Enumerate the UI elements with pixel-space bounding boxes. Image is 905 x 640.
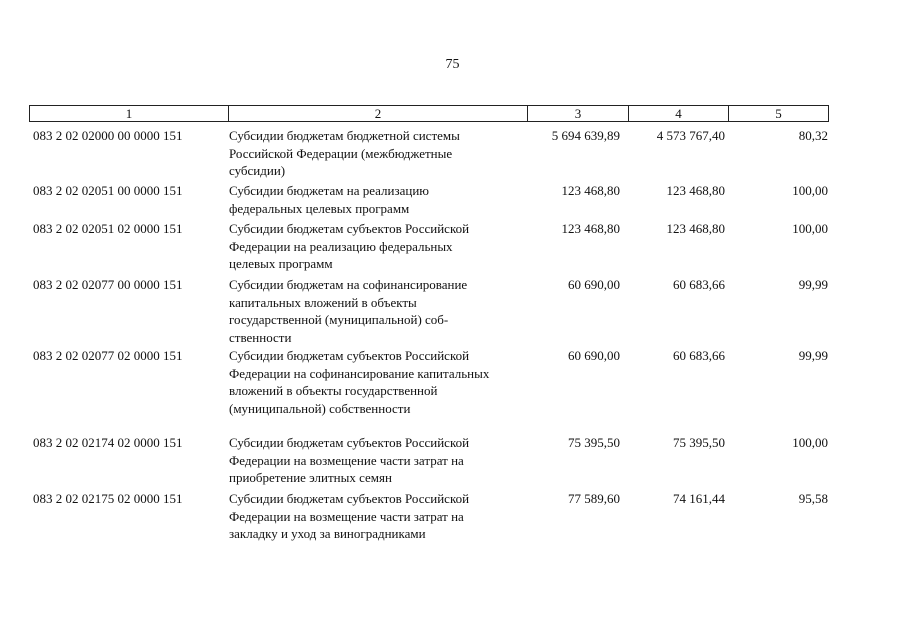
row-code: 083 2 02 02051 00 0000 151 <box>33 183 183 198</box>
row-name-line: Субсидии бюджетам субъектов Российской <box>229 221 470 236</box>
row-value-col-3: 60 690,00 <box>568 348 620 363</box>
header-col-1: 1 <box>125 106 133 121</box>
row-name-line: Федерации на возмещение части затрат на <box>229 508 464 524</box>
row-value-col-3: 60 690,00 <box>568 277 620 292</box>
row-name-line: федеральных целевых программ <box>229 200 410 216</box>
row-value-col-5: 99,99 <box>798 277 828 292</box>
row-name-line: Субсидии бюджетам субъектов Российской <box>229 348 470 363</box>
row-name-line: Федерации на возмещение части затрат на <box>229 452 464 468</box>
header-col-4: 4 <box>628 106 728 121</box>
row-value-col-4: 75 395,50 <box>673 435 725 450</box>
row-name-line: государственной (муниципальной) соб- <box>229 312 449 327</box>
row-value-col-5: 99,99 <box>798 348 828 363</box>
row-value-col-4: 4 573 767,40 <box>656 128 725 143</box>
table-header <box>29 105 829 122</box>
row-code: 083 2 02 02174 02 0000 151 <box>33 435 183 450</box>
row-code: 083 2 02 02077 02 0000 151 <box>33 348 183 363</box>
row-name-line: Федерации на софинансирование капитальных <box>229 365 490 381</box>
header-col-5: 5 <box>728 106 828 121</box>
row-name-line: Субсидии бюджетам бюджетной системы <box>229 128 460 143</box>
row-code: 083 2 02 02077 00 0000 151 <box>33 277 183 292</box>
row-value-col-5: 100,00 <box>792 435 828 450</box>
row-name-line: субсидии) <box>229 163 286 178</box>
row-name-line: Субсидии бюджетам на софинансирование <box>229 277 468 292</box>
row-name-line: приобретение элитных семян <box>229 470 392 485</box>
row-name-line: капитальных вложений в объекты <box>229 294 417 310</box>
row-name <box>229 127 529 180</box>
row-name <box>229 347 529 417</box>
row-name-line: Федерации на реализацию федеральных <box>229 238 453 254</box>
row-value-col-5: 100,00 <box>792 183 828 198</box>
row-value-col-5: 95,58 <box>798 491 828 506</box>
row-name <box>229 182 529 217</box>
row-code: 083 2 02 02175 02 0000 151 <box>33 491 183 506</box>
row-name <box>229 220 529 273</box>
header-col-3: 3 <box>527 106 628 121</box>
row-value-col-3: 123 468,80 <box>561 183 620 198</box>
page-number: 75 <box>445 57 460 72</box>
row-value-col-3: 75 395,50 <box>568 435 620 450</box>
header-col-2: 2 <box>228 106 527 121</box>
row-name-line: Субсидии бюджетам субъектов Российской <box>229 435 470 450</box>
row-value-col-4: 123 468,80 <box>666 183 725 198</box>
row-value-col-5: 80,32 <box>798 128 828 143</box>
row-value-col-3: 5 694 639,89 <box>551 128 620 143</box>
row-name-line: целевых программ <box>229 256 333 271</box>
row-value-col-4: 123 468,80 <box>666 221 725 236</box>
row-value-col-4: 60 683,66 <box>673 277 725 292</box>
row-name-line: ственности <box>229 329 292 345</box>
row-value-col-3: 123 468,80 <box>561 221 620 236</box>
row-value-col-5: 100,00 <box>792 221 828 236</box>
row-name-line: Субсидии бюджетам субъектов Российской <box>229 491 470 506</box>
row-name <box>229 490 529 543</box>
row-name-line: (муниципальной) собственности <box>229 400 411 416</box>
row-name-line: Субсидии бюджетам на реализацию <box>229 183 430 198</box>
row-name-line: закладку и уход за виноградниками <box>229 526 426 541</box>
row-code: 083 2 02 02000 00 0000 151 <box>33 128 183 143</box>
row-value-col-4: 74 161,44 <box>673 491 725 506</box>
row-code: 083 2 02 02051 02 0000 151 <box>33 221 183 236</box>
row-name-line: вложений в объекты государственной <box>229 383 438 398</box>
row-name <box>229 276 529 346</box>
row-value-col-4: 60 683,66 <box>673 348 725 363</box>
row-name-line: Российской Федерации (межбюджетные <box>229 145 453 161</box>
row-name <box>229 434 529 487</box>
row-value-col-3: 77 589,60 <box>568 491 620 506</box>
